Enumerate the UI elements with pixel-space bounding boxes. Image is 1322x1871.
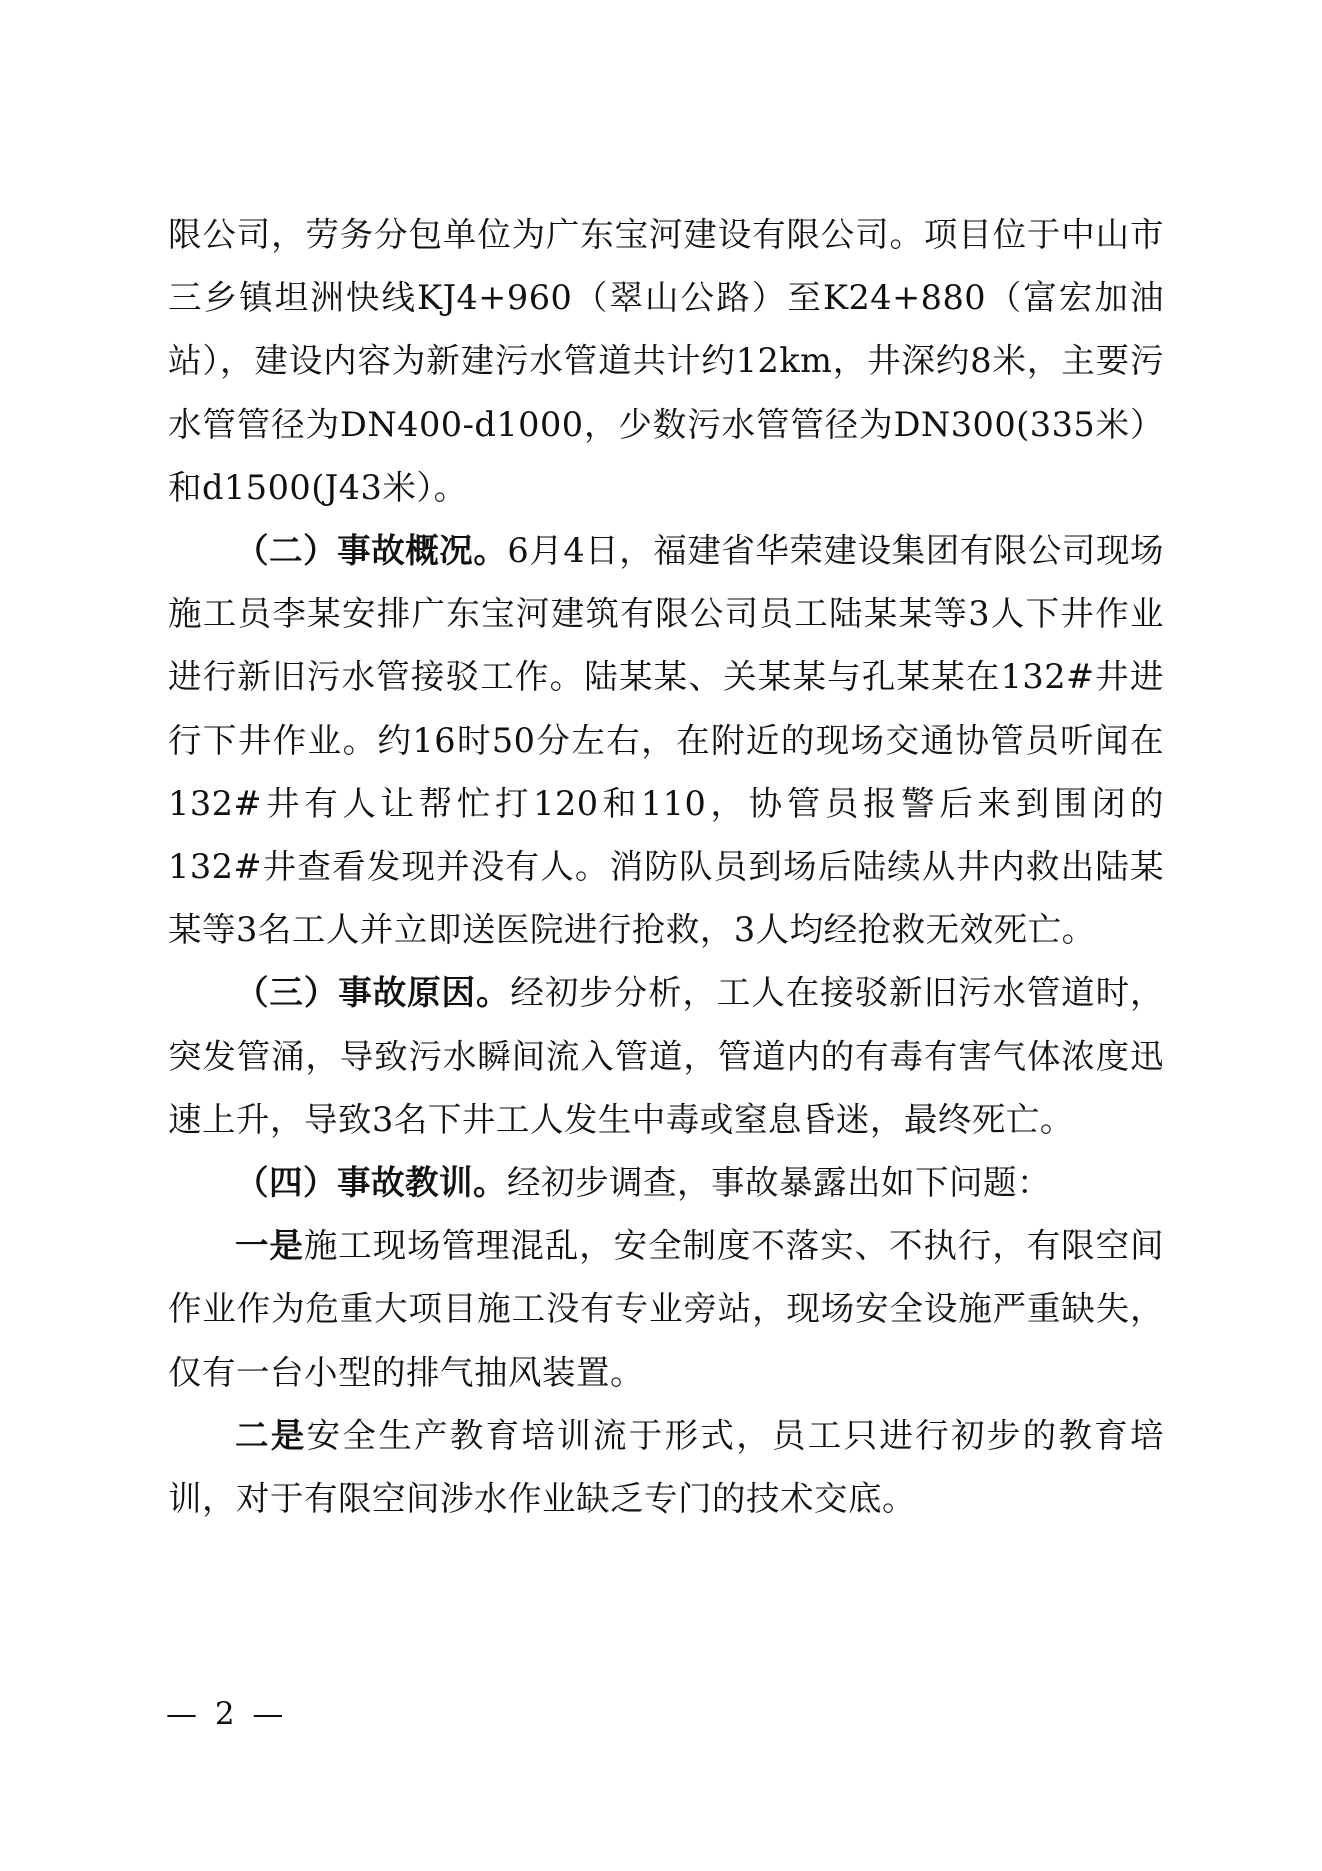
text-accident-overview: 6月4日，福建省华荣建设集团有限公司现场施工员李某安排广东宝河建筑有限公司员工陆某某等3人下井作业进行新旧污水管接驳工作。陆某某、关某某与孔某某在132#井进行下井作业。约16时50分左右，在附近的现场交通协管员听闻在132#井有人让帮忙打120和110，协管员报警后来到围闭的132#井查看发现并没有人。消防队员到场后陆续从井内救出陆某某等3名工人并立即送医院进行抢救，3人均经抢救无效死亡。: [168, 531, 1164, 950]
paragraph-lesson-one: [168, 1214, 1164, 1404]
heading-accident-cause: （三）事故原因。: [235, 973, 511, 1013]
heading-accident-lessons: （四）事故教训。: [235, 1163, 507, 1203]
heading-lesson-two: 二是: [235, 1415, 307, 1455]
paragraph-project-overview: 限公司，劳务分包单位为广东宝河建设有限公司。项目位于中山市三乡镇坦洲快线KJ4+960（翠山公路）至K24+880（富宏加油站），建设内容为新建污水管道共计约12km，井深约8米，主要污水管管径为DN400-d1000，少数污水管管径为DN300(335米）和d1500(J43米）。: [168, 215, 1164, 507]
paragraph-accident-overview: [168, 519, 1164, 961]
page-number: — 2 —: [166, 1696, 288, 1732]
text-lesson-one: 施工现场管理混乱，安全制度不落实、不执行，有限空间作业作为危重大项目施工没有专业旁站，现场安全设施严重缺失，仅有一台小型的排气抽风装置。: [168, 1226, 1165, 1392]
paragraph-accident-cause: [168, 961, 1164, 1151]
paragraph-accident-lessons: [168, 1151, 1164, 1214]
document-body: [168, 203, 1164, 1530]
text-accident-cause: 经初步分析，工人在接驳新旧污水管道时，突发管涌，导致污水瞬间流入管道，管道内的有毒有害气体浓度迅速上升，导致3名下井工人发生中毒或窒息昏迷，最终死亡。: [168, 973, 1165, 1139]
text-accident-lessons: 经初步调查，事故暴露出如下问题：: [507, 1163, 1051, 1203]
heading-lesson-one: 一是: [235, 1226, 304, 1266]
text-lesson-two: 安全生产教育培训流于形式，员工只进行初步的教育培训，对于有限空间涉水作业缺乏专门的技术交底。: [168, 1415, 1165, 1519]
paragraph-lesson-two: [168, 1404, 1164, 1530]
heading-accident-overview: （二）事故概况。: [235, 531, 508, 571]
